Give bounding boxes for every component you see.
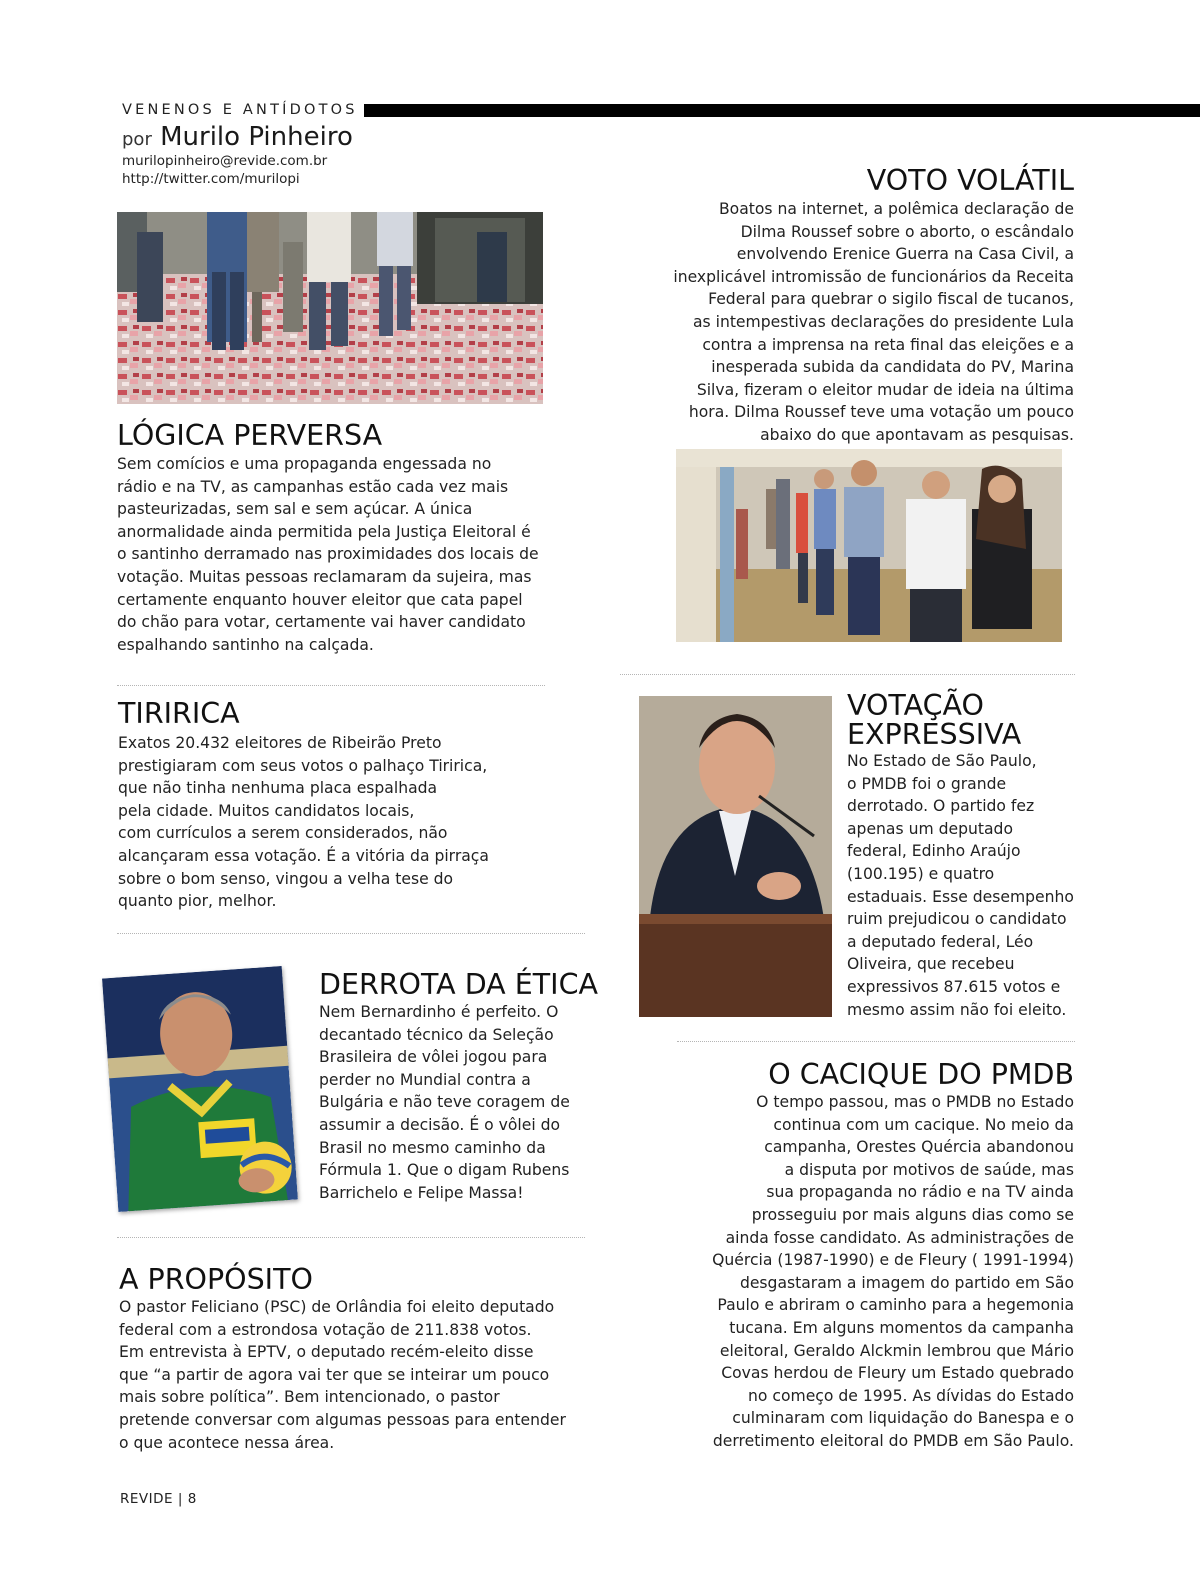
text-line: Federal para quebrar o sigilo fiscal de tucanos, [708, 290, 1074, 309]
text-line: derretimento eleitoral do PMDB em São Paulo. [712, 1431, 1074, 1450]
tiririca-body [118, 732, 558, 913]
text-line: sua propaganda no rádio e na TV ainda [766, 1183, 1074, 1202]
text-line: expressivos 87.615 votos e [847, 977, 1061, 996]
text-line: pasteurizadas, sem sal e sem açúcar. A única [117, 500, 473, 519]
text-line: mesmo assim não foi eleito. [847, 1000, 1067, 1019]
text-line: abaixo do que apontavam as pesquisas. [760, 425, 1074, 444]
photo-santinhos-street [117, 212, 543, 404]
divider [620, 674, 1075, 675]
text-line: culminaram com liquidação do Banespa e o [732, 1409, 1074, 1428]
column-kicker: VENENOS E ANTÍDOTOS [122, 102, 358, 118]
text-line: do chão para votar, certamente vai haver candidato [117, 613, 526, 632]
text-line: as intempestivas declarações do presidente Lula [692, 312, 1074, 331]
text-line: Quércia (1987-1990) e de Fleury ( 1991-1994) [712, 1251, 1074, 1270]
divider [117, 685, 545, 686]
text-line: derrotado. O partido fez [847, 797, 1035, 816]
photo-bernardinho [102, 966, 298, 1212]
text-line: contra a imprensa na reta final das eleições e a [702, 335, 1074, 354]
text-line: ruim prejudicou o candidato [847, 910, 1067, 929]
text-line: alcançaram essa votação. É a vitória da pirraça [118, 846, 489, 865]
text-line: perder no Mundial contra a [319, 1070, 531, 1089]
photo-santinhos-street-image [117, 212, 543, 404]
text-line: Covas herdou de Fleury um Estado quebrado [721, 1364, 1074, 1383]
page-footer [120, 1491, 197, 1507]
header-rule [364, 104, 1200, 117]
derrota-etica-body [319, 1001, 589, 1204]
a-proposito-body [119, 1296, 589, 1454]
text-line: rádio e na TV, as campanhas estão cada vez mais [117, 477, 509, 496]
text-line: o PMDB foi o grande [847, 774, 1007, 793]
text-line: eleitoral, Geraldo Alckmin lembrou que Mário [719, 1341, 1074, 1360]
tiririca-title: TIRIRICA [118, 697, 240, 730]
text-line: mais sobre política”. Bem intencionado, o pastor [119, 1388, 500, 1407]
text-line: pretende conversar com algumas pessoas para entender [119, 1410, 566, 1429]
votacao-expressiva-body [847, 750, 1087, 1021]
text-line: Bulgária e não teve coragem de [319, 1093, 570, 1112]
text-line: federal, Edinho Araújo [847, 842, 1021, 861]
text-line: sobre o bom senso, vingou a velha tese do [118, 869, 454, 888]
text-line: o que acontece nessa área. [119, 1433, 335, 1452]
a-proposito-title: A PROPÓSITO [119, 1263, 313, 1296]
text-line: prestigiaram com seus votos o palhaço Tiririca, [118, 756, 488, 775]
photo-voting-queue-image [676, 449, 1062, 642]
text-line: decantado técnico da Seleção [319, 1025, 554, 1044]
text-line: certamente enquanto houver eleitor que cata papel [117, 590, 523, 609]
text-line: campanha, Orestes Quércia abandonou [764, 1138, 1074, 1157]
text-line: federal com a estrondosa votação de 211.838 votos. [119, 1320, 532, 1339]
author-email[interactable]: murilopinheiro@revide.com.br [122, 153, 328, 169]
byline-por: por [122, 129, 152, 150]
author-name: Murilo Pinheiro [160, 122, 353, 152]
text-line: quanto pior, melhor. [118, 892, 277, 911]
text-line: estaduais. Esse desempenho [847, 887, 1074, 906]
text-line: ainda fosse candidato. As administrações de [725, 1228, 1074, 1247]
photo-voting-queue [676, 449, 1062, 642]
text-line: que “a partir de agora vai ter que se inteirar um pouco [119, 1365, 550, 1384]
text-line: (100.195) e quatro [847, 864, 995, 883]
text-line: continua com um cacique. No meio da [773, 1115, 1074, 1134]
votacao-expressiva-title-line2: EXPRESSIVA [847, 718, 1022, 751]
cacique-title: O CACIQUE DO PMDB [768, 1058, 1074, 1091]
text-line: anormalidade ainda permitida pela Justiça Eleitoral é [117, 522, 531, 541]
text-line: Brasileira de vôlei jogou para [319, 1048, 548, 1067]
logica-perversa-title: LÓGICA PERVERSA [117, 419, 383, 452]
author-twitter[interactable]: http://twitter.com/murilopi [122, 171, 300, 187]
text-line: a deputado federal, Léo [847, 932, 1034, 951]
divider [117, 1237, 585, 1238]
byline [122, 122, 353, 152]
text-line: O tempo passou, mas o PMDB no Estado [756, 1093, 1074, 1111]
text-line: Sem comícios e uma propaganda engessada no [117, 455, 492, 473]
text-line: No Estado de São Paulo, [847, 752, 1037, 770]
derrota-etica-title: DERROTA DA ÉTICA [319, 968, 598, 1001]
text-line: tucana. Em alguns momentos da campanha [729, 1318, 1074, 1337]
logica-perversa-body [117, 453, 557, 656]
voto-volatil-title: VOTO VOLÁTIL [866, 164, 1074, 197]
photo-bernardinho-image [102, 966, 298, 1212]
text-line: votação. Muitas pessoas reclamaram da sujeira, mas [117, 567, 532, 586]
text-line: Paulo e abriram o caminho para a hegemonia [717, 1296, 1074, 1315]
text-line: O pastor Feliciano (PSC) de Orlândia foi eleito deputado [119, 1298, 555, 1316]
text-line: a disputa por motivos de saúde, mas [784, 1160, 1074, 1179]
text-line: Fórmula 1. Que o digam Rubens [319, 1161, 570, 1180]
text-line: Barrichelo e Felipe Massa! [319, 1183, 524, 1202]
page-number: 8 [187, 1491, 197, 1507]
text-line: Oliveira, que recebeu [847, 955, 1015, 974]
text-line: que não tinha nenhuma placa espalhada [118, 779, 438, 798]
text-line: Boatos na internet, a polêmica declaração de [718, 200, 1074, 218]
text-line: o santinho derramado nas proximidades dos locais de [117, 545, 539, 564]
magazine-name: REVIDE [120, 1491, 174, 1507]
photo-deputado-microphone [639, 696, 832, 1017]
divider [117, 933, 585, 934]
footer-separator: | [177, 1491, 183, 1507]
text-line: Exatos 20.432 eleitores de Ribeirão Preto [118, 734, 442, 752]
text-line: inesperada subida da candidata do PV, Marina [711, 358, 1074, 377]
author-contact [122, 152, 327, 188]
voto-volatil-body [640, 198, 1074, 447]
text-line: Em entrevista à EPTV, o deputado recém-eleito disse [119, 1343, 534, 1362]
text-line: Brasil no mesmo caminho da [319, 1138, 546, 1157]
text-line: Silva, fizeram o eleitor mudar de ideia na última [696, 380, 1074, 399]
text-line: desgastaram a imagem do partido em São [739, 1273, 1074, 1292]
cacique-body [640, 1091, 1074, 1453]
text-line: pela cidade. Muitos candidatos locais, [118, 801, 415, 820]
text-line: Nem Bernardinho é perfeito. O [319, 1003, 559, 1021]
divider [677, 1041, 1075, 1042]
votacao-expressiva-title-line1: VOTAÇÃO [847, 689, 984, 722]
text-line: com currículos a serem considerados, não [118, 824, 448, 843]
text-line: espalhando santinho na calçada. [117, 635, 374, 654]
text-line: prosseguiu por mais alguns dias como se [751, 1205, 1074, 1224]
text-line: Dilma Roussef sobre o aborto, o escândalo [740, 222, 1074, 241]
text-line: hora. Dilma Roussef teve uma votação um pouco [688, 403, 1074, 422]
votacao-expressiva-title [847, 691, 1021, 749]
text-line: assumir a decisão. É o vôlei do [319, 1115, 561, 1134]
photo-deputado-microphone-image [639, 696, 832, 1017]
text-line: no começo de 1995. As dívidas do Estado [748, 1386, 1074, 1405]
text-line: apenas um deputado [847, 819, 1013, 838]
text-line: inexplicável intromissão de funcionários da Receita [673, 267, 1074, 286]
text-line: envolvendo Erenice Guerra na Casa Civil, a [736, 245, 1074, 264]
